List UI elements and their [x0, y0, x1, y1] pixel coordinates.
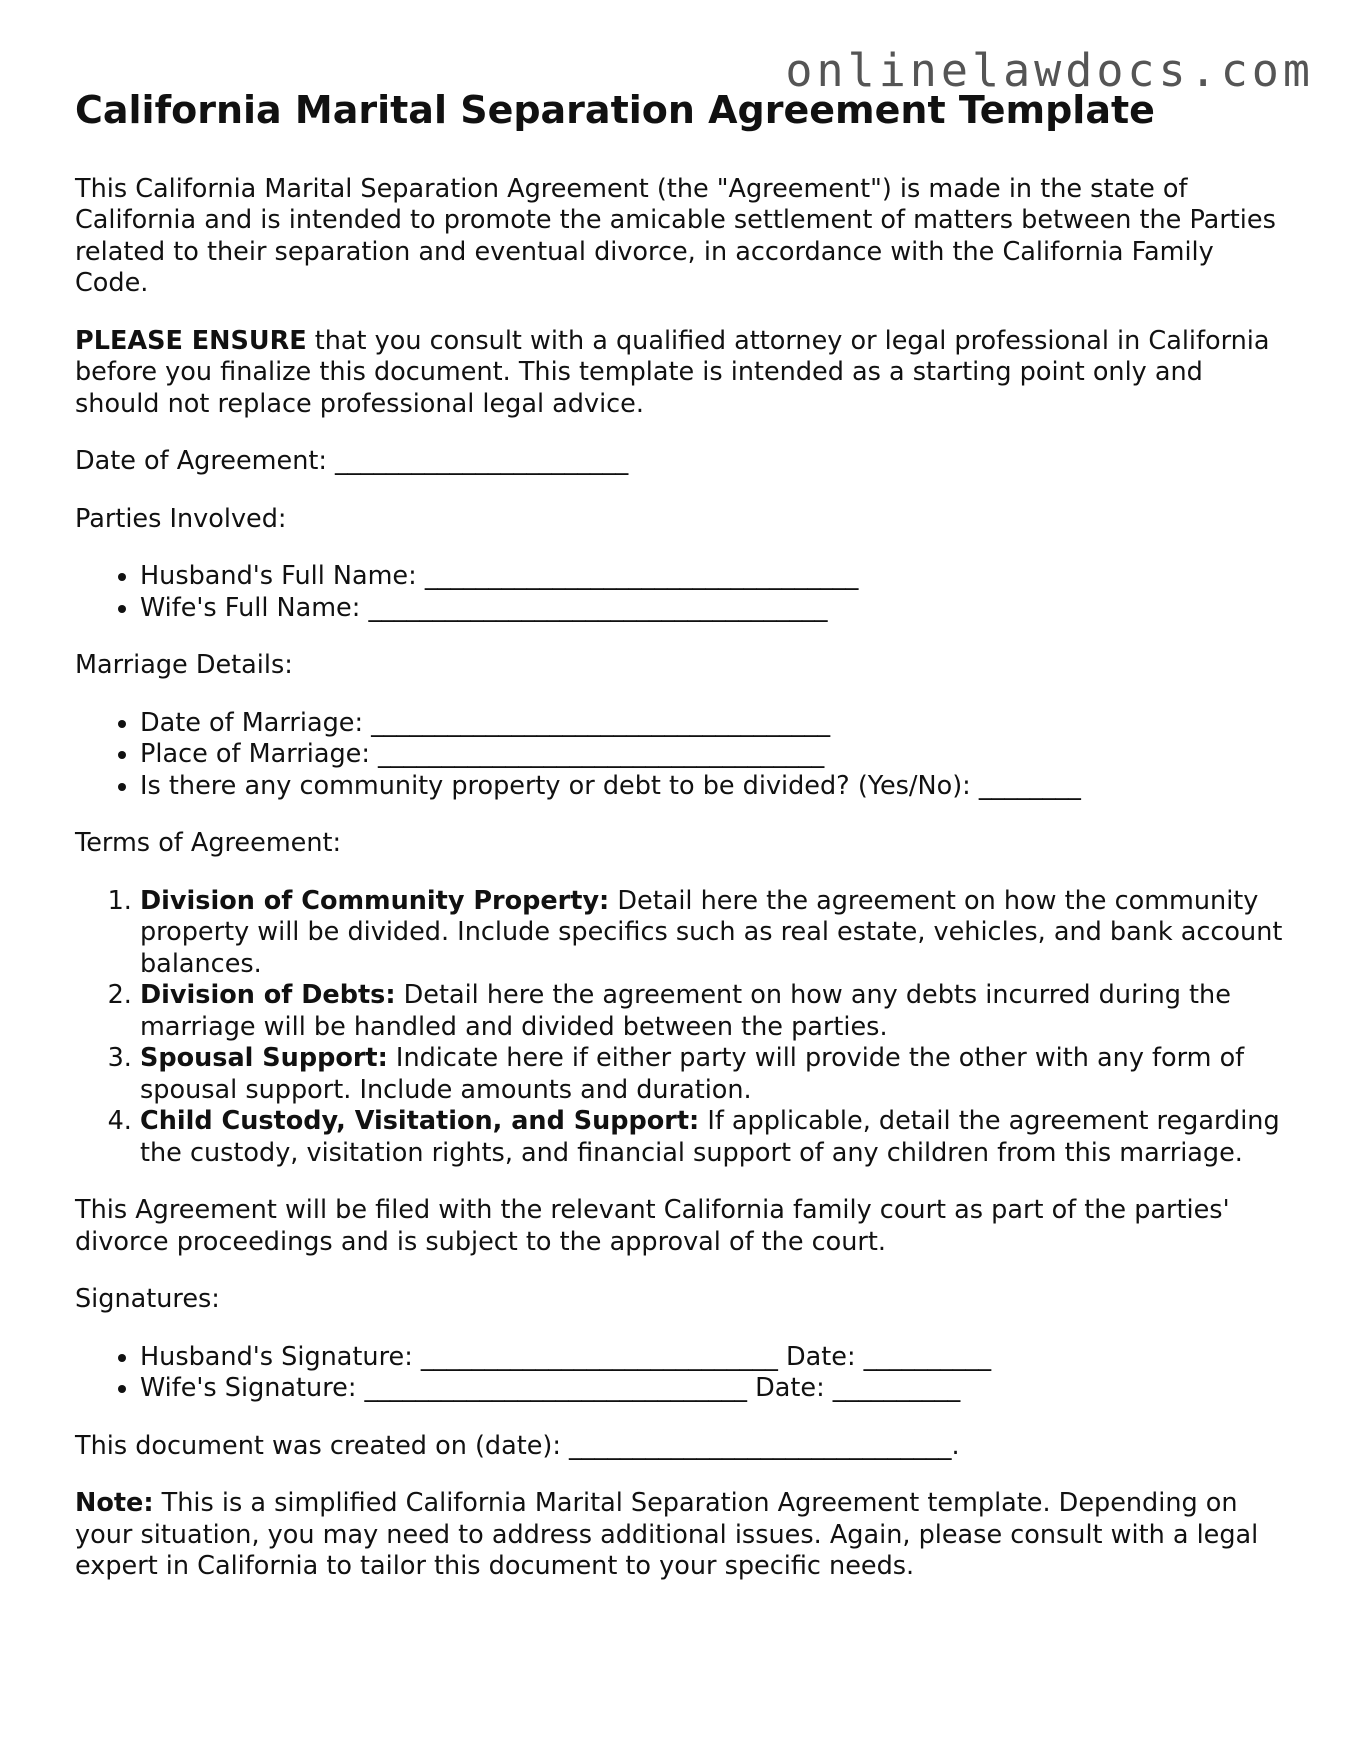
term-item: [140, 980, 1295, 1043]
term-text: If applicable, detail the agreement regarding the custody, visitation rights, and financial support of any children from this marriage.: [140, 1106, 1280, 1168]
parties-heading: Parties Involved:: [75, 503, 287, 534]
wife-signature-item: • Wife's Signature: ______________________________ Date: __________: [140, 1373, 1295, 1405]
terms-heading: Terms of Agreement:: [75, 828, 342, 859]
community-property-item: • Is there any community property or debt to be divided? (Yes/No): ________: [140, 771, 1295, 803]
warning-text: that you consult with a qualified attorney or legal professional in California before you finalize this document. This template is intended as a starting point only and should not replace professional legal advice.: [75, 325, 1270, 419]
husband-signature-item: • Husband's Signature: ____________________________ Date: __________: [140, 1342, 1295, 1374]
term-item: [140, 1106, 1295, 1169]
term-text: Detail here the agreement on how the community property will be divided. Include specifics such as real estate, vehicles, and bank account balances.: [140, 885, 1283, 979]
husband-name-item: • Husband's Full Name: __________________________________: [140, 561, 1295, 593]
watermark: onlinelawdocs.com: [785, 44, 1314, 97]
signatures-list: [75, 1342, 1295, 1405]
parties-list: [75, 561, 1295, 624]
marriage-place-item: • Place of Marriage: ___________________________________: [140, 739, 1295, 771]
term-item: [140, 1043, 1295, 1106]
term-title: Division of Community Property:: [140, 885, 610, 916]
term-text: Indicate here if either party will provide the other with any form of spousal support. Include amounts and duration.: [140, 1043, 1245, 1105]
term-title: Division of Debts:: [140, 980, 396, 1011]
document-title: California Marital Separation Agreement Template: [75, 88, 1155, 132]
signatures-heading: Signatures:: [75, 1284, 220, 1315]
note-text: This is a simplified California Marital Separation Agreement template. Depending on your situation, you may need to address additional issues. Again, please consult with a legal expert in California to tailor this document to your specific needs.: [75, 1488, 1259, 1582]
warning-bold: PLEASE ENSURE: [75, 325, 307, 356]
term-text: Detail here the agreement on how any debts incurred during the marriage will be handled and divided between the parties.: [140, 980, 1231, 1042]
term-item: [140, 886, 1295, 981]
warning-paragraph: [75, 326, 1295, 421]
filing-paragraph: This Agreement will be filed with the relevant California family court as part of the parties' divorce proceedings and is subject to the approval of the court.: [75, 1195, 1230, 1257]
term-title: Spousal Support:: [140, 1043, 388, 1074]
marriage-date-item: • Date of Marriage: ____________________________________: [140, 708, 1295, 740]
marriage-heading: Marriage Details:: [75, 650, 293, 681]
created-on: This document was created on (date): ______________________________.: [75, 1430, 960, 1461]
note-paragraph: [75, 1488, 1295, 1583]
date-of-agreement: Date of Agreement: _______________________: [75, 446, 629, 477]
document-body: [75, 88, 1295, 1609]
note-bold: Note:: [75, 1488, 154, 1519]
terms-list: [75, 886, 1295, 1170]
intro-paragraph: This California Marital Separation Agreement (the "Agreement") is made in the state of California and is intended to promote the amicable settlement of matters between the Parties related to their separation and eventual divorce, in accordance with the California Family Code.: [75, 173, 1276, 299]
term-title: Child Custody, Visitation, and Support:: [140, 1106, 700, 1137]
marriage-list: [75, 708, 1295, 803]
wife-name-item: • Wife's Full Name: ____________________________________: [140, 593, 1295, 625]
